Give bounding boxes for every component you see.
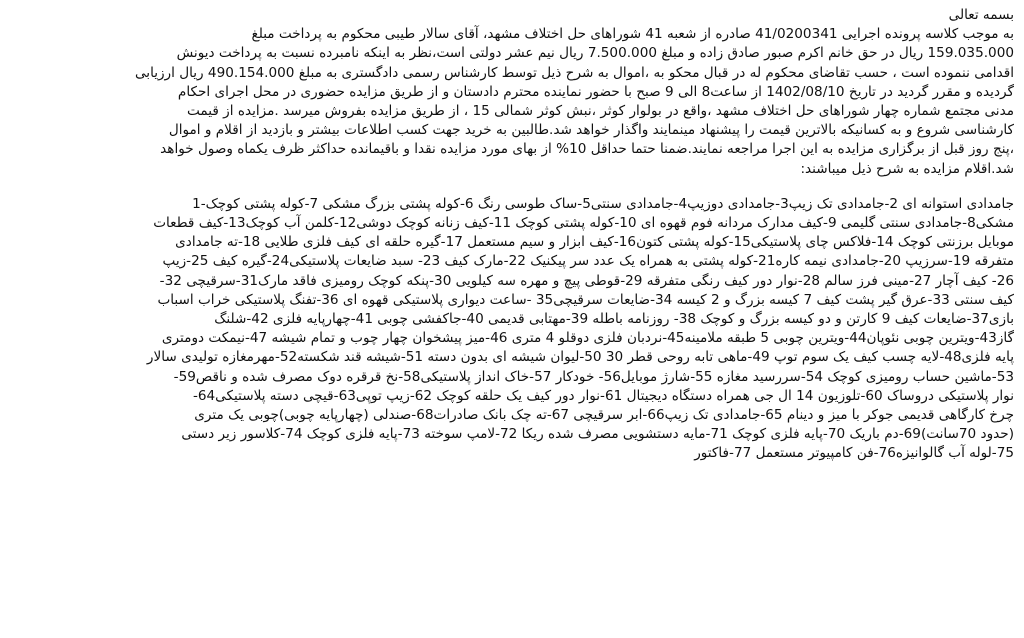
items-line: 53-ماشین حساب رومیزی کوچک 54-سررسید مغازه 55-شارژ موبایل56- خودکار 57-خاک انداز پلاستیکی58-نخ قرقره دوک مصرف شده و ناقص59- bbox=[173, 368, 1014, 385]
auction-items-paragraph bbox=[8, 195, 1014, 464]
items-line: مشکی8-جامدادی سنتی گلیمی 9-کیف مدارک مردانه فوم قهوه ای 10-کوله پشتی کوچک 11-کیف زنانه کوچک دوشی12-کلمن آب کوچک13-کیف قطعات bbox=[153, 215, 1014, 232]
items-line: جامدادی استوانه ای 2-جامدادی تک زیپ3-جامدادی دوزیپ4-جامدادی سنتی5-ساک طوسی رنگ 6-کوله پشتی بزرگ مشکی 7-کوله پشتی کوچک-1 bbox=[192, 195, 1014, 212]
notice-line: گردیده و مقرر گردید در تاریخ 1402/08/10 از ساعت8 الی 9 صبح با حضور نماینده محترم دادستان و از طریق مزایده حضوری در محل اجرای احکام bbox=[177, 83, 1014, 100]
notice-line: مدنی مجتمع شماره چهار شوراهای حل اختلاف مشهد ،واقع در بولوار کوثر ،نبش کوثر شمالی 15 ، از طریق مزایده بفروش میرسد .مزایده از قیمت bbox=[187, 103, 1014, 120]
notice-line: 159.035.000 ریال در حق خانم اکرم صبور صادق زاده و مبلغ 7.500.000 ریال نیم عشر دولتی است،نظر به اینکه نامبرده نسبت به پرداخت دیونش bbox=[176, 45, 1014, 62]
notice-line: شد.اقلام مزایده به شرح ذیل میباشند: bbox=[800, 160, 1014, 177]
document-heading: بسمه تعالی bbox=[948, 7, 1014, 23]
notice-line: به موجب کلاسه پرونده اجرایی 41/0200341 صادره از شعبه 41 شوراهای حل اختلاف مشهد، آقای سالار طیبی محکوم به پرداخت مبلغ bbox=[251, 26, 1014, 43]
items-line: 75-لوله آب گالوانیزه76-فن کامپیوتر مستعمل 77-فاکتور bbox=[694, 445, 1014, 462]
items-line: (حدود 70سانت)69-دم باریک 70-پایه فلزی کوچک 71-مایه دستشویی مصرف شده ریکا 72-لامپ سوخته 73-پایه فلزی کوچک 74-کلاسور زیر دستی bbox=[181, 426, 1014, 443]
items-line: چرخ کارگاهی قدیمی جوکر با میز و دینام 65-جامدادی تک زیپ66-ابر سرقیچی 67-ته چک بانک صادرات68-صندلی (چهارپایه چوبی)چوبی یک متری bbox=[194, 407, 1014, 424]
notice-paragraph bbox=[8, 25, 1014, 179]
items-line: متفرقه 19-سرزیپ 20-جامدادی نیمه کاره21-کوله پشتی به همراه یک عدد سر پیکنیک 22-مارک کیف 23- سبد ضایعات پلاستیکی24-گیره کیف 25-زیپ bbox=[162, 253, 1014, 270]
items-line: گاز43-ویترین چوبی نئوپان44-ویترین چوبی 5 طبقه ملامینه45-نردبان فلزی دوقلو 4 متری 46-میز پیشخوان چهار چوب و تمام شیشه 47-نیمکت دومتری bbox=[161, 330, 1014, 347]
notice-line: ،پنج روز قبل از برگزاری مزایده به این اجرا مراجعه نمایند.ضمنا حتما حداقل 10% از بهای مورد مزایده نقدا و باقیمانده حداکثر ظرف یکماه وصول خواهد bbox=[160, 141, 1014, 158]
notice-line: اقدامی ننموده است ، حسب تقاضای محکوم له در قبال محکو به ،اموال به شرح ذیل توسط کارشناس رسمی دادگستری به مبلغ 490.154.000 ریال ارزیابی bbox=[134, 64, 1014, 81]
notice-line: کارشناسی شروع و به کسانیکه بالاترین قیمت را پیشنهاد مینمایند واگذار خواهد شد.طالبین به خرید جهت کسب اطلاعات بیشتر و بازدید از اقلام و اموال bbox=[168, 122, 1014, 139]
items-line: موبایل برزنتی کوچک 14-فلاکس چای پلاستیکی15-کوله پشتی کتون16-کیف ابزار و سیم مستعمل 17-گیره حلقه ای کیف فلزی طلایی 18-ته جامدادی bbox=[175, 234, 1014, 251]
paragraph-spacer bbox=[8, 179, 1014, 195]
items-line: پایه فلزی48-لایه چسب کیف یک سوم توپ 49-ماهی تابه روحی قطر 30 50-لیوان شیشه ای بدون دسته 51-شیشه قند شکسته52-مهرمغازه تولیدی سالار bbox=[146, 349, 1014, 366]
items-line: بازی37-ضایعات کیف 9 کارتن و دو کیسه بزرگ و کوچک 38- روزنامه باطله 39-مهتابی قدیمی 40-جاکفشی چوبی 41-چهارپایه فلزی 42-شلنگ bbox=[214, 311, 1014, 328]
items-line: کیف سنتی 33-عرق گیر پشت کیف 7 کیسه بزرگ و 2 کیسه 34-ضایعات سرقیچی35 -ساعت دیواری پلاستیکی قهوه ای 36-تفنگ پلاستیکی خراب اسباب bbox=[157, 291, 1014, 308]
legal-notice-document bbox=[8, 6, 1014, 464]
items-line: 26- کیف آچار 27-مینی فرز سالم 28-نوار دور کیف رنگی متفرقه 29-قوطی پیچ و مهره سه کیلویی 30-پنکه کوچک رومیزی فاقد مارک31-سرقیچی 32- bbox=[159, 272, 1014, 289]
items-line: نوار پلاستیکی دروساک 60-تلوزیون 14 ال جی همراه دستگاه دیجیتال 61-نوار دور کیف یک حلقه کوچک 62-زیپ توپی63-قیچی دسته پلاستیکی64- bbox=[192, 387, 1014, 404]
